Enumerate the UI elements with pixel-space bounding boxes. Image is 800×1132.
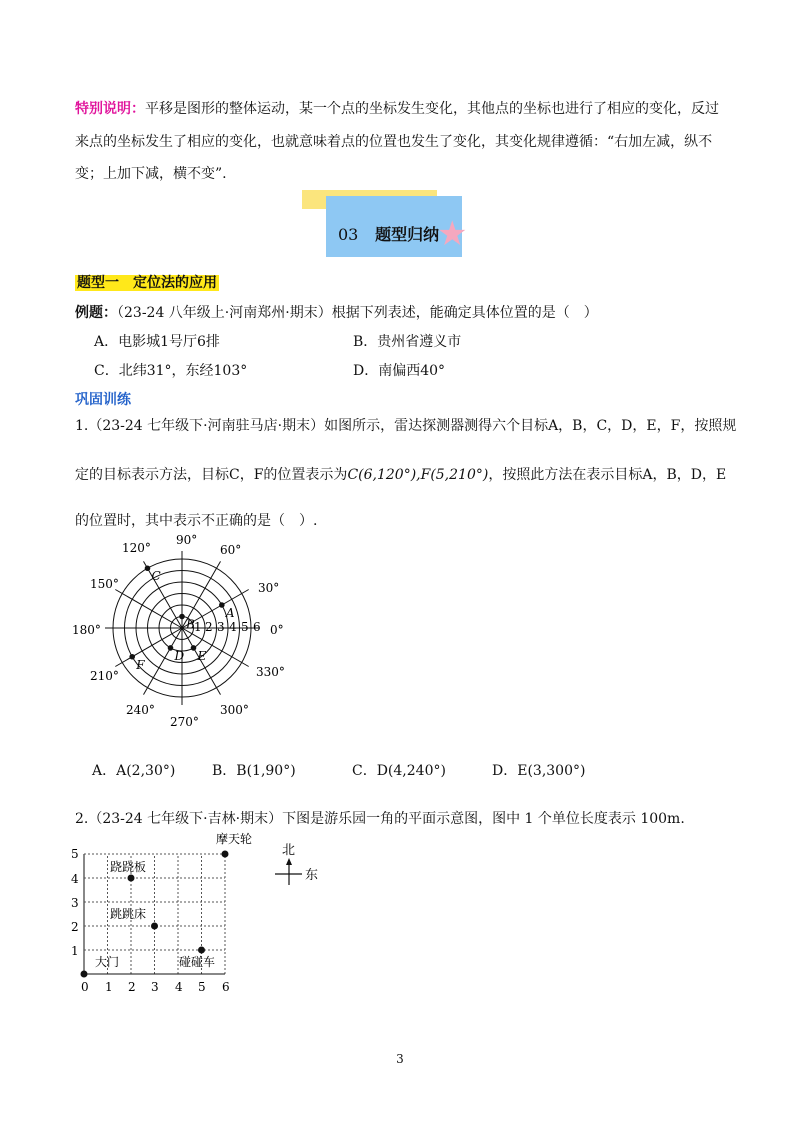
park-grid-map xyxy=(62,830,342,1005)
place-point-4 xyxy=(81,971,88,978)
y-tick-5: 5 xyxy=(71,847,79,861)
compass xyxy=(275,843,318,885)
section-banner xyxy=(338,222,439,245)
place-point-3 xyxy=(198,947,205,954)
q1-line-1: 1.（23-24 七年级下·河南驻马店·期末）如图所示，雷达探测器测得六个目标A，B，C，D，E，F，按照规 xyxy=(75,418,737,434)
example-question xyxy=(75,302,598,322)
q1-line-2b: C(6,120°),F(5,210°) xyxy=(347,467,489,483)
place-label-trampoline: 跳跳床 xyxy=(110,907,147,921)
radar-point-label-e: E xyxy=(197,648,207,663)
compass-north: 北 xyxy=(282,843,296,858)
angle-label-30: 30° xyxy=(258,581,280,595)
x-tick-labels xyxy=(81,980,230,994)
radar-diagram xyxy=(60,528,300,728)
section-heading-text: 题型一 定位法的应用 xyxy=(77,275,217,291)
y-tick-labels xyxy=(71,847,79,958)
radar-point-label-d: D xyxy=(174,648,185,663)
q1-option-a: A．A(2,30°) xyxy=(92,763,176,779)
practice-heading xyxy=(75,389,131,409)
y-tick-2: 2 xyxy=(71,920,79,934)
radar-point-label-c: C xyxy=(151,569,161,584)
angle-label-180: 180° xyxy=(72,623,101,637)
ring-label-2: 2 xyxy=(205,620,213,634)
banner-title: 题型归纳 xyxy=(375,225,440,244)
example-option-b: B．贵州省遵义市 xyxy=(353,334,462,350)
radar-point-a xyxy=(219,602,225,608)
radar-point-b xyxy=(179,614,185,620)
q1-option-c: C．D(4,240°) xyxy=(352,763,446,779)
place-label-ferris-wheel: 摩天轮 xyxy=(216,832,253,846)
q1-option-d: D．E(3,300°) xyxy=(492,763,586,779)
practice-heading-text: 巩固训练 xyxy=(75,392,131,408)
place-label-bumper-cars: 碰碰车 xyxy=(179,955,216,969)
north-arrow-icon xyxy=(286,858,292,865)
place-point-0 xyxy=(222,851,229,858)
page-number: 3 xyxy=(396,1052,404,1066)
radar-point-label-a: A xyxy=(225,606,235,620)
place-label-gate: 大门 xyxy=(95,955,120,969)
angle-label-240: 240° xyxy=(126,703,155,717)
ring-label-1: 1 xyxy=(194,620,202,634)
star-icon: ★ xyxy=(437,214,468,254)
x-tick-5: 5 xyxy=(198,980,206,994)
place-point-2 xyxy=(151,923,158,930)
angle-label-330: 330° xyxy=(256,665,285,679)
angle-label-300: 300° xyxy=(220,703,249,717)
note-text-1: 平移是图形的整体运动，某一个点的坐标发生变化，其他点的坐标也进行了相应的变化，反过 xyxy=(145,101,719,117)
compass-east: 东 xyxy=(305,868,319,883)
banner-number: 03 xyxy=(338,225,359,244)
y-tick-3: 3 xyxy=(71,896,79,910)
radar-point-c xyxy=(145,565,151,571)
q1-option-b: B．B(1,90°) xyxy=(212,763,296,779)
example-option-c: C．北纬31°，东经103° xyxy=(94,363,248,379)
q1-line-2 xyxy=(75,464,726,484)
y-tick-4: 4 xyxy=(71,872,79,886)
example-text: （23-24 八年级上·河南郑州·期末）根据下列表述，能确定具体位置的是（ ） xyxy=(117,305,598,321)
angle-label-0: 0° xyxy=(270,623,284,637)
note-line-3: 变；上加下减，横不变”. xyxy=(75,166,227,182)
example-option-a: A．电影城1号厅6排 xyxy=(94,334,220,350)
place-labels xyxy=(95,831,252,969)
q2-line-1: 2.（23-24 七年级下·吉林·期末）下图是游乐园一角的平面示意图，图中 1 个单位长度表示 100m. xyxy=(75,811,685,827)
section-heading xyxy=(75,272,219,292)
radar-point-label-b: B xyxy=(186,617,195,632)
x-tick-4: 4 xyxy=(175,980,183,994)
angle-label-60: 60° xyxy=(220,543,242,557)
angle-label-120: 120° xyxy=(122,541,151,555)
angle-label-150: 150° xyxy=(90,577,119,591)
radar-point-label-f: F xyxy=(136,657,145,672)
note-line-2: 来点的坐标发生了相应的变化，也就意味着点的位置也发生了变化，其变化规律遵循：“右加左减，纵不 xyxy=(75,134,713,150)
x-tick-0: 0 xyxy=(81,980,89,994)
x-tick-2: 2 xyxy=(128,980,136,994)
q1-line-3: 的位置时，其中表示不正确的是（ ）. xyxy=(75,513,318,529)
example-label: 例题： xyxy=(75,305,117,321)
x-tick-3: 3 xyxy=(151,980,159,994)
radar-point-f xyxy=(129,654,135,660)
radar-point-d xyxy=(168,645,174,651)
example-option-d: D．南偏西40° xyxy=(353,363,446,379)
q1-line-2a: 定的目标表示方法，目标C，F的位置表示为 xyxy=(75,467,348,483)
x-tick-1: 1 xyxy=(105,980,113,994)
angle-label-90: 90° xyxy=(176,533,198,547)
note-line-1 xyxy=(75,98,719,118)
radar-point-e xyxy=(191,645,197,651)
ring-label-5: 5 xyxy=(241,620,249,634)
place-point-1 xyxy=(128,875,135,882)
ring-label-4: 4 xyxy=(229,620,237,634)
x-tick-6: 6 xyxy=(222,980,230,994)
note-label: 特别说明： xyxy=(75,101,145,117)
angle-label-210: 210° xyxy=(90,669,119,683)
angle-label-270: 270° xyxy=(170,715,199,728)
ring-label-6: 6 xyxy=(253,620,261,634)
ring-label-3: 3 xyxy=(217,620,225,634)
y-tick-1: 1 xyxy=(71,944,79,958)
q1-line-2c: ，按照此方法在表示目标A，B，D，E xyxy=(488,467,727,483)
place-label-seesaw: 跷跷板 xyxy=(110,860,147,874)
